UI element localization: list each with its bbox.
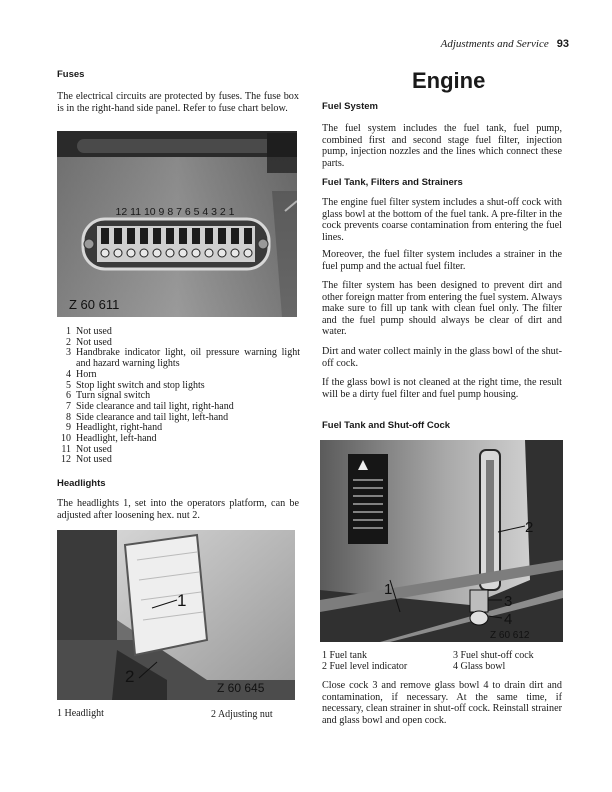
fuse-box-photo bbox=[57, 131, 297, 317]
list-item: 6 Turn signal switch bbox=[66, 390, 151, 402]
list-item: 9 Headlight, right-hand bbox=[66, 422, 163, 434]
list-item: 8 Side clearance and tail light, left-hand bbox=[66, 411, 229, 423]
list-item: 10 Headlight, left-hand bbox=[61, 433, 157, 445]
filters-paragraph-2: Moreover, the fuel filter system includes a strainer in the fuel pump and the actual fuel filter. bbox=[322, 249, 562, 272]
callout-3: 3 bbox=[504, 593, 513, 610]
caption-fuel-tank: 1 Fuel tank bbox=[322, 650, 367, 661]
list-item: 4 Horn bbox=[66, 368, 97, 380]
filters-paragraph-5: If the glass bowl is not cleaned at the right time, the result will be a dirty fuel filter and fuel pump housing. bbox=[322, 377, 562, 400]
fuse-photo-ref: Z 60 611 bbox=[69, 297, 120, 312]
fuel-tank-photo bbox=[320, 440, 563, 642]
list-item: 12 Not used bbox=[61, 454, 112, 466]
caption-fuel-shutoff-cock: 3 Fuel shut-off cock bbox=[453, 650, 534, 661]
caption-adjusting-nut: 2 Adjusting nut bbox=[211, 709, 273, 720]
callout-2: 2 bbox=[525, 519, 534, 536]
fuel-system-heading: Fuel System bbox=[322, 101, 378, 112]
filters-heading: Fuel Tank, Filters and Strainers bbox=[322, 177, 463, 188]
closing-paragraph: Close cock 3 and remove glass bowl 4 to drain dirt and contamination, if necessary. At the same time, if necessary, clean strainer in shut-off cock. Reinstall strainer and glass bowl and open cock. bbox=[322, 680, 562, 726]
fuse-numbers-label: 12 11 10 9 8 7 6 5 4 3 2 1 bbox=[115, 206, 235, 218]
headlights-heading: Headlights bbox=[57, 478, 106, 489]
filters-paragraph-1: The engine fuel filter system includes a shut-off cock with glass bowl at the bottom of the fuel tank. A pre-filter in the cock prevents coarse contamination from entering the fuel lines. bbox=[322, 197, 562, 243]
fuel-tank-photo-ref: Z 60 612 bbox=[490, 630, 530, 641]
fuse-list bbox=[54, 327, 300, 466]
callout-2: 2 bbox=[125, 667, 135, 686]
list-item: 7 Side clearance and tail light, right-hand bbox=[66, 400, 234, 412]
running-header bbox=[441, 38, 569, 50]
fuel-system-text: The fuel system includes the fuel tank, fuel pump, combined first and second stage fuel filter, injection pump, injection nozzles and the lines which connect these parts. bbox=[322, 123, 562, 169]
filters-paragraph-3: The filter system has been designed to prevent dirt and other foreign matter from entering the fuel system. Always make sure to fill up tank with clean fuel only. The filter and the fuel pump should always be clear of dirt and water. bbox=[322, 280, 562, 338]
callout-1: 1 bbox=[384, 581, 393, 598]
list-item: 2 Not used bbox=[66, 336, 112, 348]
caption-headlight: 1 Headlight bbox=[57, 708, 104, 719]
fuses-paragraph: The electrical circuits are protected by fuses. The fuse box is in the right-hand side panel. Refer to fuse chart below. bbox=[57, 91, 299, 114]
section-title: Adjustments and Service bbox=[440, 38, 549, 50]
callout-1: 1 bbox=[177, 591, 187, 610]
headlights-paragraph: The headlights 1, set into the operators platform, can be adjusted after loosening hex. nut 2. bbox=[57, 498, 299, 521]
callout-4: 4 bbox=[504, 611, 513, 628]
list-item: 5 Stop light switch and stop lights bbox=[66, 379, 205, 391]
list-item: 1 Not used bbox=[66, 326, 112, 337]
shutoff-heading: Fuel Tank and Shut-off Cock bbox=[322, 420, 451, 431]
list-item: 3 Handbrake indicator light, oil pressure warning light and hazard warning lights bbox=[66, 347, 300, 370]
caption-fuel-level-indicator: 2 Fuel level indicator bbox=[322, 661, 408, 672]
page-number: 93 bbox=[556, 38, 569, 50]
list-item: 11 Not used bbox=[61, 443, 112, 455]
headlight-photo bbox=[57, 530, 295, 700]
headlight-photo-ref: Z 60 645 bbox=[217, 681, 265, 695]
filters-paragraph-4: Dirt and water collect mainly in the glass bowl of the shut-off cock. bbox=[322, 346, 562, 369]
page-title: Engine bbox=[412, 68, 486, 93]
caption-glass-bowl: 4 Glass bowl bbox=[453, 661, 506, 672]
fuses-heading: Fuses bbox=[57, 69, 85, 80]
